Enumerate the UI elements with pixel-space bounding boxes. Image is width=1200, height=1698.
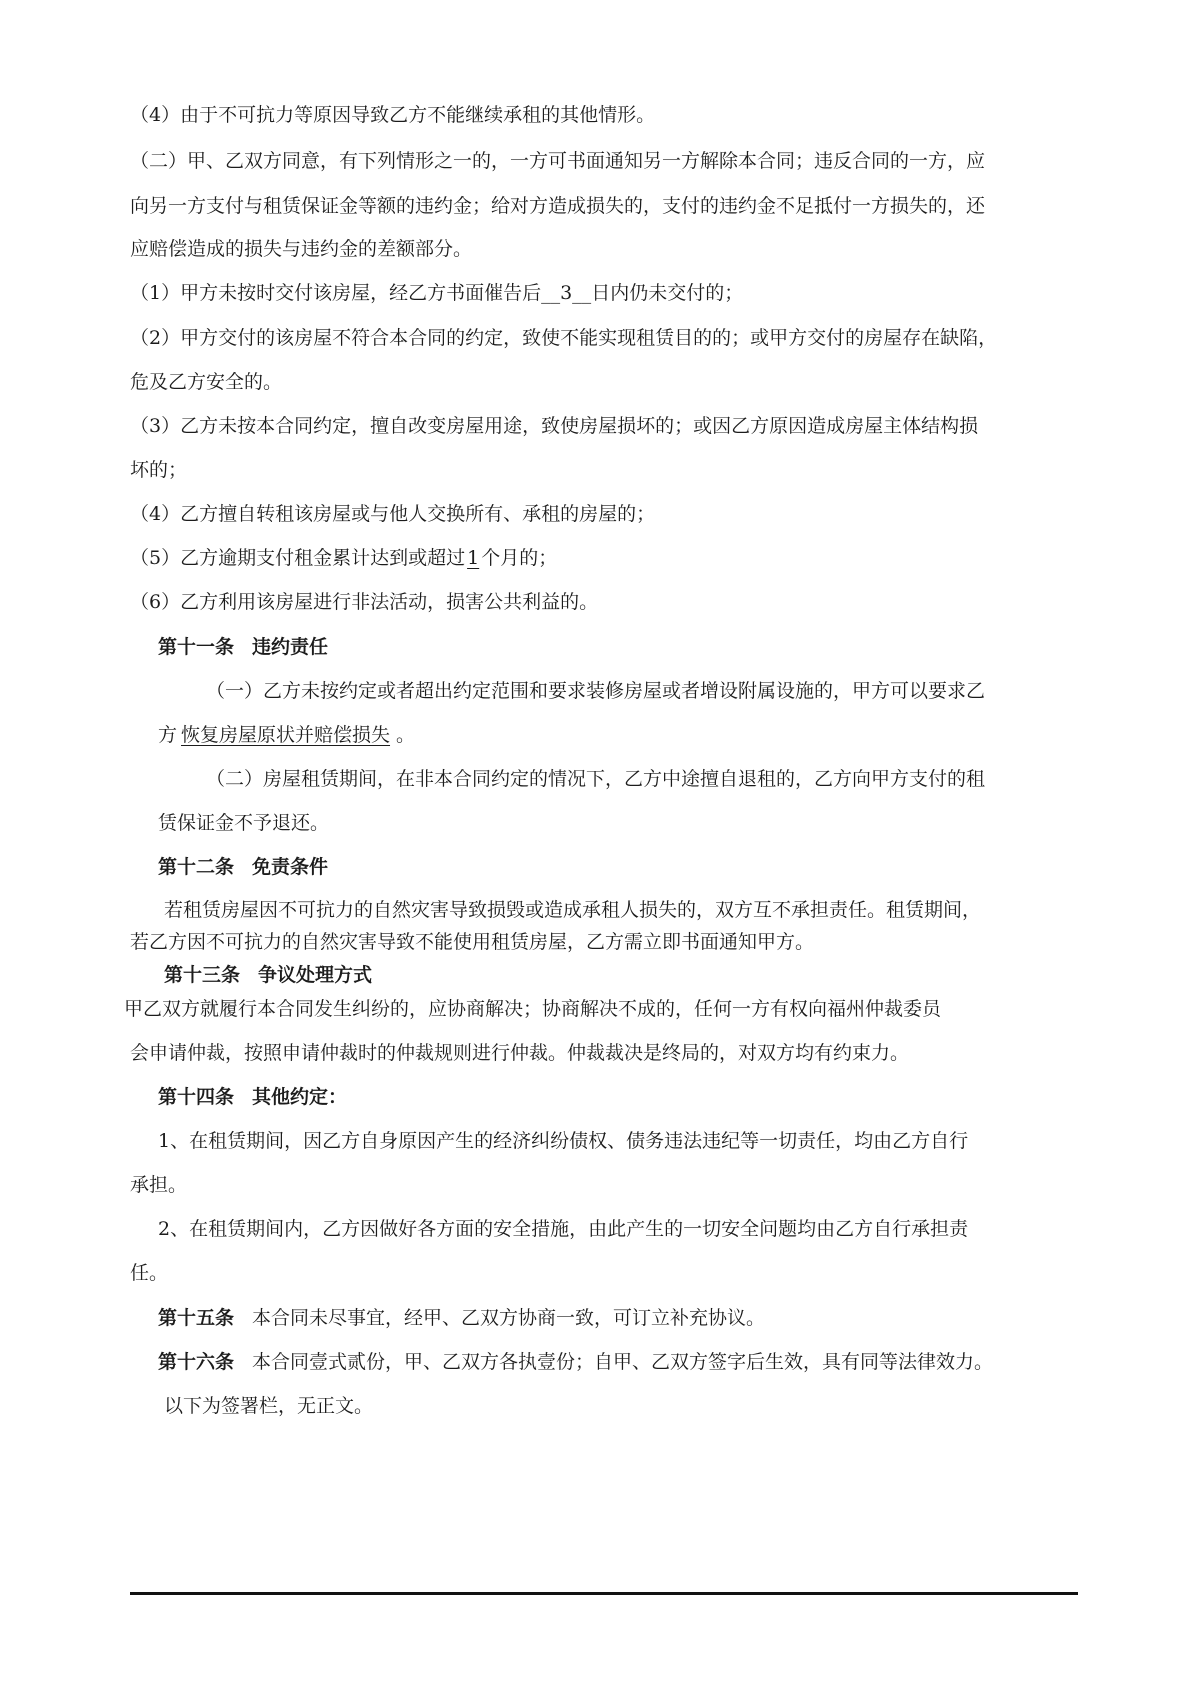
- clause-12-line-1: 若租赁房屋因不可抗力的自然灾害导致损毁或造成承租人损失的，双方互不承担责任。租赁期间，: [164, 899, 982, 921]
- bullet-1-days-fill: __3__: [541, 282, 592, 304]
- clause-10-bullet-5: [130, 545, 1070, 571]
- clause-14-item-2-line-2: 任。: [130, 1262, 169, 1284]
- clause-10-bullet-2-line-2: 危及乙方安全的。: [130, 371, 283, 393]
- bullet-1-text-post: 日内仍未交付的；: [591, 282, 744, 304]
- bullet-5-months-fill: 1: [467, 547, 480, 569]
- clause-11-heading: [158, 634, 1070, 660]
- clause-15: [158, 1305, 1070, 1331]
- clause-12-number: 第十二条: [158, 856, 235, 878]
- part-1-remedy-fill: 恢复房屋原状并赔偿损失: [181, 724, 391, 746]
- clause-10-item-4: （4）由于不可抗力等原因导致乙方不能继续承租的其他情形。: [130, 104, 656, 126]
- clause-14-item-1-line-2: 承担。: [130, 1174, 188, 1196]
- clause-14-item-1-line-1: 1、在租赁期间，因乙方自身原因产生的经济纠纷债权、债务违法违纪等一切责任，均由乙方自行: [158, 1130, 969, 1152]
- clause-11-part-2-line-1: （二）房屋租赁期间，在非本合同约定的情况下，乙方中途擅自退租的，乙方向甲方支付的租: [206, 768, 986, 790]
- clause-10-bullet-3-line-2: 坏的；: [130, 459, 188, 481]
- clause-10-bullet-2-line-1: （2）甲方交付的该房屋不符合本合同的约定，致使不能实现租赁目的的；或甲方交付的房屋存在缺陷，: [130, 327, 998, 349]
- clause-12-heading: [158, 854, 1070, 880]
- clause-15-text: 本合同未尽事宜，经甲、乙双方协商一致，可订立补充协议。: [252, 1307, 766, 1329]
- clause-13-line-1: 甲乙双方就履行本合同发生纠纷的，应协商解决；协商解决不成的，任何一方有权向福州仲裁委员: [124, 998, 942, 1020]
- closing-note: 以下为签署栏，无正文。: [164, 1395, 374, 1417]
- signature-divider: [130, 1592, 1078, 1595]
- clause-10-bullet-6: （6）乙方利用该房屋进行非法活动，损害公共利益的。: [130, 591, 599, 613]
- clause-14-name: 其他约定：: [252, 1086, 348, 1108]
- clause-16-number: 第十六条: [158, 1351, 235, 1373]
- clause-10-part-2-line-3: 应赔偿造成的损失与违约金的差额部分。: [130, 238, 473, 260]
- clause-16-text: 本合同壹式贰份，甲、乙双方各执壹份；自甲、乙双方签字后生效，具有同等法律效力。: [252, 1351, 994, 1373]
- clause-14-item-2-line-1: 2、在租赁期间内，乙方因做好各方面的安全措施，由此产生的一切安全问题均由乙方自行承担责: [158, 1218, 969, 1240]
- clause-12-name: 免责条件: [252, 856, 329, 878]
- clause-11-number: 第十一条: [158, 636, 235, 658]
- part-1-line-2-pre: 方: [158, 724, 178, 746]
- part-1-line-2-post: 。: [396, 724, 416, 746]
- clause-10-part-2-line-2: 向另一方支付与租赁保证金等额的违约金；给对方造成损失的，支付的违约金不足抵付一方损失的，还: [130, 195, 986, 217]
- clause-11-part-1-line-2: [158, 722, 1070, 748]
- clause-13-heading: [164, 962, 1070, 988]
- clause-13-line-2: 会申请仲裁，按照申请仲裁时的仲裁规则进行仲裁。仲裁裁决是终局的，对双方均有约束力。: [130, 1042, 910, 1064]
- clause-16: [158, 1349, 1070, 1375]
- clause-14-number: 第十四条: [158, 1086, 235, 1108]
- clause-10-bullet-1: [130, 280, 1070, 306]
- clause-14-heading: [158, 1084, 1070, 1110]
- clause-13-name: 争议处理方式: [258, 964, 373, 986]
- bullet-5-text-post: 个月的；: [481, 547, 558, 569]
- bullet-5-text-pre: （5）乙方逾期支付租金累计达到或超过: [130, 547, 466, 569]
- clause-11-name: 违约责任: [252, 636, 329, 658]
- clause-10-part-2-line-1: （二）甲、乙双方同意，有下列情形之一的，一方可书面通知另一方解除本合同；违反合同的一方，应: [130, 150, 986, 172]
- bullet-1-text-pre: （1）甲方未按时交付该房屋，经乙方书面催告后: [130, 282, 542, 304]
- clause-10-bullet-3-line-1: （3）乙方未按本合同约定，擅自改变房屋用途，致使房屋损坏的；或因乙方原因造成房屋主体结构损: [130, 415, 979, 437]
- clause-11-part-2-line-2: 赁保证金不予退还。: [158, 812, 330, 834]
- clause-11-part-1-line-1: （一）乙方未按约定或者超出约定范围和要求装修房屋或者增设附属设施的，甲方可以要求乙: [206, 680, 986, 702]
- clause-10-bullet-4: （4）乙方擅自转租该房屋或与他人交换所有、承租的房屋的；: [130, 503, 656, 525]
- clause-12-line-2: 若乙方因不可抗力的自然灾害导致不能使用租赁房屋，乙方需立即书面通知甲方。: [130, 931, 815, 953]
- clause-15-number: 第十五条: [158, 1307, 235, 1329]
- clause-13-number: 第十三条: [164, 964, 241, 986]
